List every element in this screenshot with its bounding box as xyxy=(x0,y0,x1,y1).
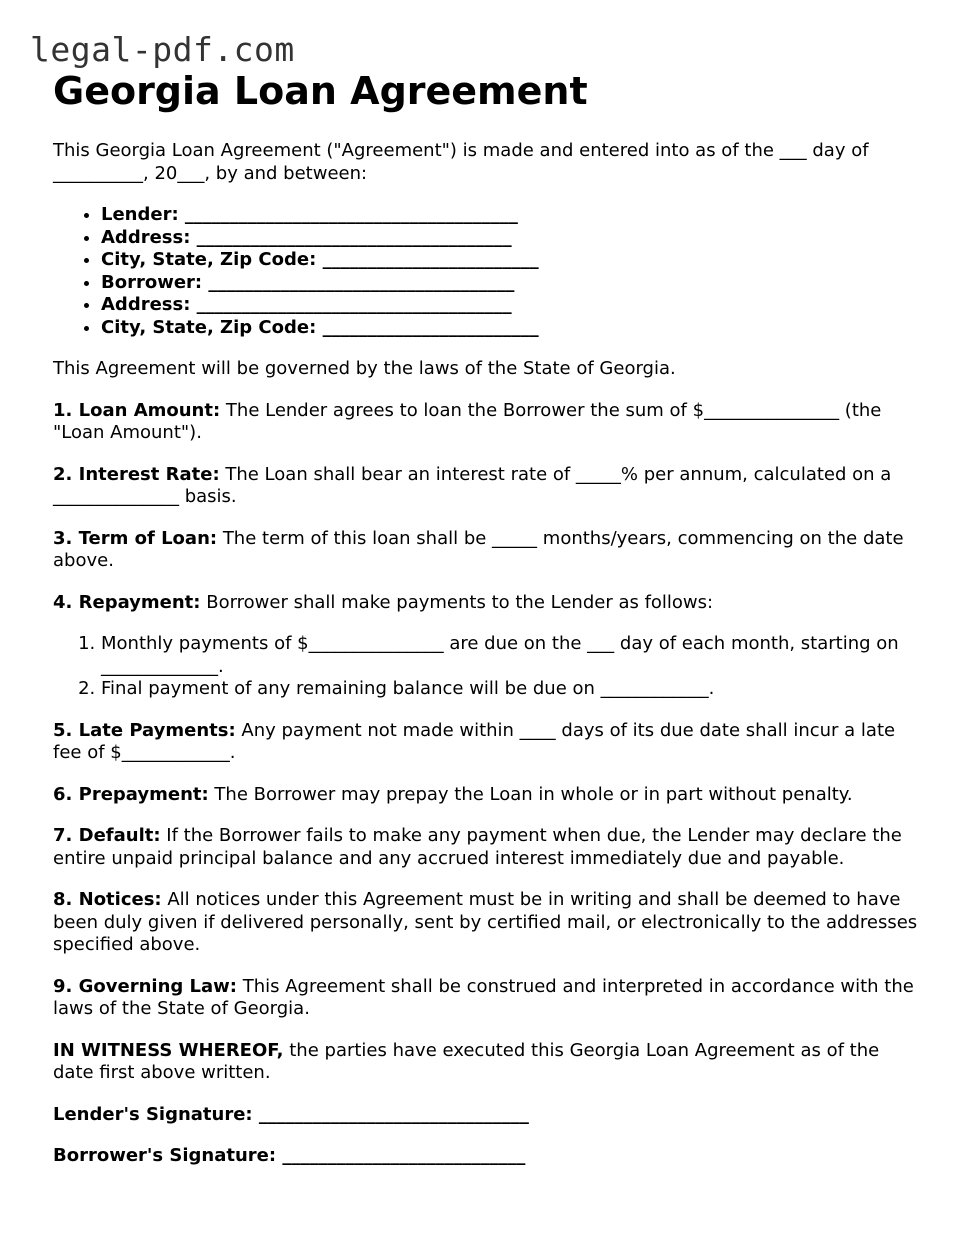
party-borrower-city: • City, State, Zip Code: ________________________ xyxy=(101,317,923,340)
witness-statement xyxy=(53,1040,923,1085)
section-text: This Agreement shall be construed and interpreted in accordance with the laws of the State of Georgia. xyxy=(53,975,914,1019)
section-text: Borrower shall make payments to the Lender as follows: xyxy=(200,591,714,613)
witness-text: the parties have executed this Georgia Loan Agreement as of the date first above written. xyxy=(53,1039,880,1083)
section-label: 8. Notices: xyxy=(53,889,162,910)
section-text: The Borrower may prepay the Loan in whole or in part without penalty. xyxy=(208,783,853,805)
party-lender-address: • Address: ___________________________________ xyxy=(101,227,923,250)
section-label: 4. Repayment: xyxy=(53,591,201,613)
parties-list xyxy=(53,204,923,339)
document-title: Georgia Loan Agreement xyxy=(53,69,588,113)
section-text: The term of this loan shall be _____ months/years, commencing on the date above. xyxy=(53,527,904,571)
section-term xyxy=(53,528,923,573)
intro-paragraph: This Georgia Loan Agreement ("Agreement") is made and entered into as of the ___ day of __________, 20___, by and between: xyxy=(53,140,869,184)
governed-statement: This Agreement will be governed by the laws of the State of Georgia. xyxy=(53,358,676,379)
section-label: 3. Term of Loan: xyxy=(53,527,218,549)
section-late-payments xyxy=(53,720,923,765)
section-text: Any payment not made within ____ days of its due date shall incur a late fee of $____________. xyxy=(53,719,896,763)
section-label: 7. Default: xyxy=(53,825,161,846)
borrower-signature-line: Borrower's Signature: ___________________________ xyxy=(53,1145,526,1166)
section-interest-rate xyxy=(53,464,923,509)
document-body xyxy=(53,140,923,1187)
section-repayment xyxy=(53,592,923,615)
section-notices xyxy=(53,889,923,957)
section-label: 5. Late Payments: xyxy=(53,719,236,741)
repayment-item-monthly: 1. Monthly payments of $_______________ are due on the ___ day of each month, starting on _____________. xyxy=(101,633,923,678)
lender-signature-line: Lender's Signature: ______________________________ xyxy=(53,1103,529,1125)
party-borrower: • Borrower: __________________________________ xyxy=(101,272,923,295)
section-text: The Loan shall bear an interest rate of _____% per annum, calculated on a ______________ basis. xyxy=(53,463,892,507)
section-text: If the Borrower fails to make any payment when due, the Lender may declare the entire unpaid principal balance and any accrued interest immediately due and payable. xyxy=(53,825,902,869)
watermark: legal-pdf.com xyxy=(30,30,295,69)
section-label: 2. Interest Rate: xyxy=(53,463,220,485)
section-prepayment xyxy=(53,784,923,807)
section-loan-amount xyxy=(53,400,923,445)
section-label: 1. Loan Amount: xyxy=(53,399,221,421)
witness-label: IN WITNESS WHEREOF, xyxy=(53,1039,284,1061)
section-governing-law xyxy=(53,976,923,1021)
party-lender: • Lender: _____________________________________ xyxy=(101,204,923,227)
party-lender-city: • City, State, Zip Code: ________________________ xyxy=(101,249,923,272)
party-borrower-address: • Address: ___________________________________ xyxy=(101,294,923,317)
section-text: All notices under this Agreement must be in writing and shall be deemed to have been duly given if delivered personally, sent by certified mail, or electronically to the addresses specified above. xyxy=(53,889,918,955)
section-text: The Lender agrees to loan the Borrower the sum of $_______________ (the "Loan Amount"). xyxy=(53,399,882,443)
repayment-list xyxy=(53,633,923,701)
section-label: 6. Prepayment: xyxy=(53,783,209,805)
repayment-item-final: 2. Final payment of any remaining balance will be due on ____________. xyxy=(101,678,923,701)
section-label: 9. Governing Law: xyxy=(53,975,237,997)
section-default xyxy=(53,825,923,870)
